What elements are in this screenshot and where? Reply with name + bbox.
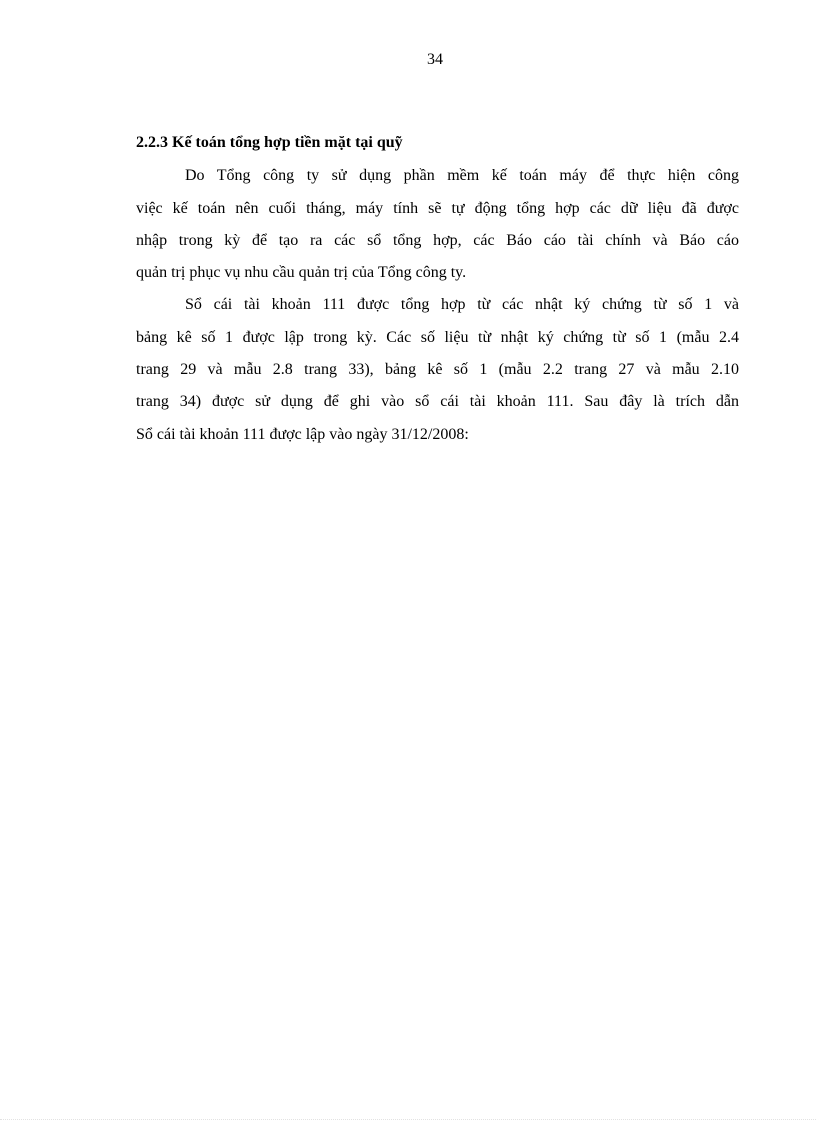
paragraph-2-line-5: Sổ cái tài khoản 111 được lập vào ngày 31/12/2008: bbox=[136, 426, 469, 443]
paragraph-1-line-3: nhập trong kỳ để tạo ra các sổ tổng hợp, các Báo cáo tài chính và Báo cáo bbox=[136, 232, 739, 249]
section-heading: 2.2.3 Kế toán tổng hợp tiền mặt tại quỹ bbox=[136, 134, 403, 151]
paragraph-1-line-2: việc kế toán nên cuối tháng, máy tính sẽ tự động tổng hợp các dữ liệu đã được bbox=[136, 200, 739, 217]
paragraph-2-line-3: trang 29 và mẫu 2.8 trang 33), bảng kê số 1 (mẫu 2.2 trang 27 và mẫu 2.10 bbox=[136, 361, 739, 378]
page-number: 34 bbox=[427, 51, 443, 68]
page-bottom-rule bbox=[0, 1119, 816, 1120]
paragraph-2-line-2: bảng kê số 1 được lập trong kỳ. Các số liệu từ nhật ký chứng từ số 1 (mẫu 2.4 bbox=[136, 329, 739, 346]
paragraph-1-line-1: Do Tổng công ty sử dụng phần mềm kế toán máy để thực hiện công bbox=[185, 167, 739, 184]
paragraph-2-line-4: trang 34) được sử dụng để ghi vào sổ cái tài khoản 111. Sau đây là trích dẫn bbox=[136, 393, 739, 410]
paragraph-2-line-1: Sổ cái tài khoản 111 được tổng hợp từ các nhật ký chứng từ số 1 và bbox=[185, 296, 739, 313]
paragraph-1-line-4: quản trị phục vụ nhu cầu quản trị của Tổng công ty. bbox=[136, 264, 467, 281]
